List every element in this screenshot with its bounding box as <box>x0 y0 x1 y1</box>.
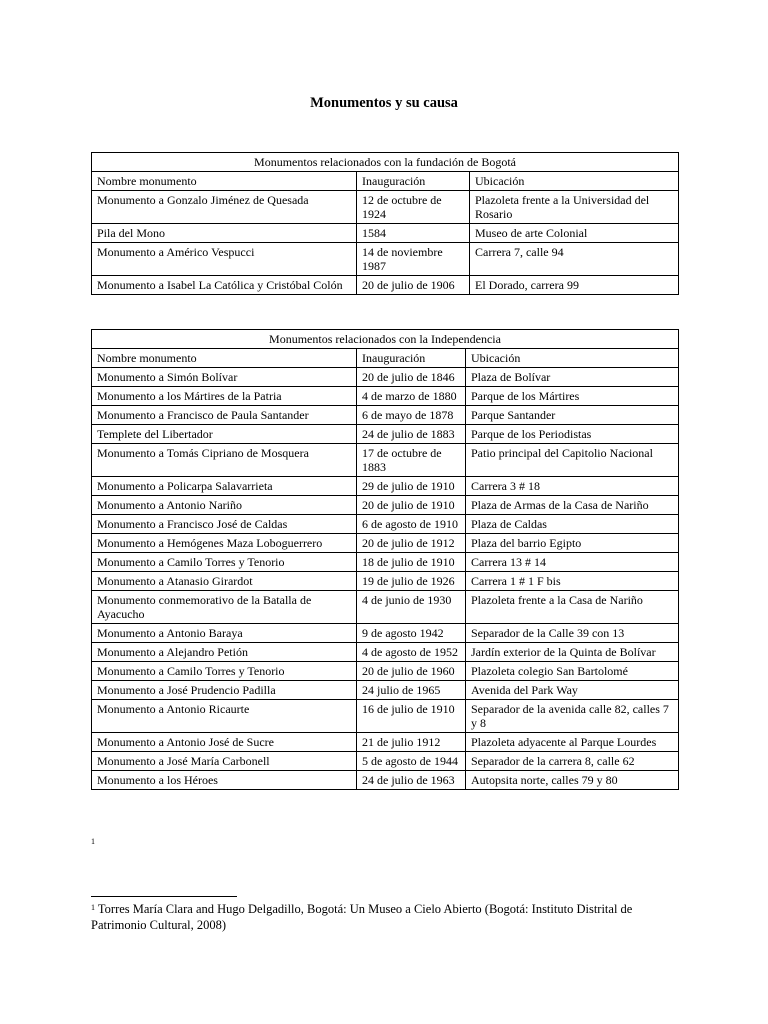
monument-name-cell: Monumento a Antonio Nariño <box>92 496 357 515</box>
footnote-text: Torres María Clara and Hugo Delgadillo, Bogotá: Un Museo a Cielo Abierto (Bogotá: Instituto Distrital de Patrimonio Cultural, 2008) <box>91 902 633 932</box>
location-cell: Parque de los Periodistas <box>466 425 679 444</box>
inauguration-cell: 20 de julio de 1910 <box>357 496 466 515</box>
footnote-marker: 1 <box>91 837 95 846</box>
monument-name-cell: Monumento a Francisco de Paula Santander <box>92 406 357 425</box>
location-cell: Carrera 13 # 14 <box>466 553 679 572</box>
table-row <box>92 477 679 496</box>
table-caption-row <box>92 153 679 172</box>
monument-name-cell: Monumento conmemorativo de la Batalla de Ayacucho <box>92 591 357 624</box>
table-header-row <box>92 349 679 368</box>
table-row <box>92 572 679 591</box>
inauguration-cell: 16 de julio de 1910 <box>357 700 466 733</box>
table-row <box>92 276 679 295</box>
footnote-number: 1 <box>91 903 95 912</box>
inauguration-cell: 17 de octubre de 1883 <box>357 444 466 477</box>
location-cell: Parque Santander <box>466 406 679 425</box>
inauguration-cell: 21 de julio 1912 <box>357 733 466 752</box>
monument-name-cell: Monumento a Tomás Cipriano de Mosquera <box>92 444 357 477</box>
inauguration-cell: 20 de julio de 1846 <box>357 368 466 387</box>
table-row <box>92 624 679 643</box>
inauguration-cell: 18 de julio de 1910 <box>357 553 466 572</box>
monument-name-cell: Monumento a Gonzalo Jiménez de Quesada <box>92 191 357 224</box>
founding-monuments-table <box>91 152 679 295</box>
table-row <box>92 425 679 444</box>
table-row <box>92 515 679 534</box>
monument-name-cell: Monumento a Simón Bolívar <box>92 368 357 387</box>
location-cell: Plazoleta adyacente al Parque Lourdes <box>466 733 679 752</box>
location-cell: Autopsita norte, calles 79 y 80 <box>466 771 679 790</box>
table-row <box>92 752 679 771</box>
inauguration-cell: 19 de julio de 1926 <box>357 572 466 591</box>
page-title: Monumentos y su causa <box>310 95 458 111</box>
monument-name-cell: Monumento a Atanasio Girardot <box>92 572 357 591</box>
column-header: Ubicación <box>470 172 679 191</box>
inauguration-cell: 4 de junio de 1930 <box>357 591 466 624</box>
location-cell: Plaza del barrio Egipto <box>466 534 679 553</box>
table-row <box>92 496 679 515</box>
inauguration-cell: 24 de julio de 1883 <box>357 425 466 444</box>
location-cell: Plazoleta colegio San Bartolomé <box>466 662 679 681</box>
table-header-row <box>92 172 679 191</box>
inauguration-cell: 24 de julio de 1963 <box>357 771 466 790</box>
location-cell: Plaza de Caldas <box>466 515 679 534</box>
table-row <box>92 387 679 406</box>
location-cell: Museo de arte Colonial <box>470 224 679 243</box>
table-row <box>92 771 679 790</box>
table-row <box>92 681 679 700</box>
table-caption: Monumentos relacionados con la Independencia <box>92 330 679 349</box>
location-cell: Separador de la carrera 8, calle 62 <box>466 752 679 771</box>
monument-name-cell: Monumento a Camilo Torres y Tenorio <box>92 662 357 681</box>
monument-name-cell: Monumento a Camilo Torres y Tenorio <box>92 553 357 572</box>
inauguration-cell: 6 de agosto de 1910 <box>357 515 466 534</box>
table-row <box>92 243 679 276</box>
monument-name-cell: Monumento a Alejandro Petión <box>92 643 357 662</box>
location-cell: Carrera 7, calle 94 <box>470 243 679 276</box>
inauguration-cell: 24 julio de 1965 <box>357 681 466 700</box>
monument-name-cell: Monumento a los Héroes <box>92 771 357 790</box>
monument-name-cell: Monumento a Isabel La Católica y Cristóbal Colón <box>92 276 357 295</box>
independence-monuments-table <box>91 329 679 790</box>
monument-name-cell: Monumento a José Prudencio Padilla <box>92 681 357 700</box>
inauguration-cell: 14 de noviembre 1987 <box>357 243 470 276</box>
table-row <box>92 534 679 553</box>
table-row <box>92 733 679 752</box>
footnote <box>91 901 681 933</box>
monument-name-cell: Monumento a Américo Vespucci <box>92 243 357 276</box>
table-row <box>92 553 679 572</box>
location-cell: Carrera 1 # 1 F bis <box>466 572 679 591</box>
location-cell: Avenida del Park Way <box>466 681 679 700</box>
location-cell: Separador de la Calle 39 con 13 <box>466 624 679 643</box>
location-cell: Parque de los Mártires <box>466 387 679 406</box>
monument-name-cell: Templete del Libertador <box>92 425 357 444</box>
footnote-separator <box>91 896 237 897</box>
column-header: Inauguración <box>357 172 470 191</box>
monument-name-cell: Monumento a Antonio Ricaurte <box>92 700 357 733</box>
inauguration-cell: 1584 <box>357 224 470 243</box>
inauguration-cell: 20 de julio de 1960 <box>357 662 466 681</box>
inauguration-cell: 20 de julio de 1906 <box>357 276 470 295</box>
monument-name-cell: Monumento a Hemógenes Maza Loboguerrero <box>92 534 357 553</box>
inauguration-cell: 9 de agosto 1942 <box>357 624 466 643</box>
table-row <box>92 700 679 733</box>
column-header: Inauguración <box>357 349 466 368</box>
location-cell: Carrera 3 # 18 <box>466 477 679 496</box>
table-row <box>92 444 679 477</box>
table-row <box>92 191 679 224</box>
location-cell: Plazoleta frente a la Universidad del Rosario <box>470 191 679 224</box>
monument-name-cell: Monumento a Antonio José de Sucre <box>92 733 357 752</box>
table-caption-row <box>92 330 679 349</box>
inauguration-cell: 29 de julio de 1910 <box>357 477 466 496</box>
table-caption: Monumentos relacionados con la fundación de Bogotá <box>92 153 679 172</box>
location-cell: Plazoleta frente a la Casa de Nariño <box>466 591 679 624</box>
monument-name-cell: Monumento a José María Carbonell <box>92 752 357 771</box>
monument-name-cell: Pila del Mono <box>92 224 357 243</box>
location-cell: Separador de la avenida calle 82, calles 7 y 8 <box>466 700 679 733</box>
column-header: Nombre monumento <box>92 172 357 191</box>
inauguration-cell: 6 de mayo de 1878 <box>357 406 466 425</box>
column-header: Ubicación <box>466 349 679 368</box>
monument-name-cell: Monumento a los Mártires de la Patria <box>92 387 357 406</box>
inauguration-cell: 12 de octubre de 1924 <box>357 191 470 224</box>
inauguration-cell: 20 de julio de 1912 <box>357 534 466 553</box>
inauguration-cell: 4 de agosto de 1952 <box>357 643 466 662</box>
table-row <box>92 643 679 662</box>
location-cell: Plaza de Armas de la Casa de Nariño <box>466 496 679 515</box>
table-row <box>92 406 679 425</box>
monument-name-cell: Monumento a Antonio Baraya <box>92 624 357 643</box>
table-row <box>92 368 679 387</box>
table-row <box>92 591 679 624</box>
table-row <box>92 662 679 681</box>
location-cell: Jardín exterior de la Quinta de Bolívar <box>466 643 679 662</box>
column-header: Nombre monumento <box>92 349 357 368</box>
location-cell: Plaza de Bolívar <box>466 368 679 387</box>
location-cell: Patio principal del Capitolio Nacional <box>466 444 679 477</box>
monument-name-cell: Monumento a Francisco José de Caldas <box>92 515 357 534</box>
inauguration-cell: 5 de agosto de 1944 <box>357 752 466 771</box>
inauguration-cell: 4 de marzo de 1880 <box>357 387 466 406</box>
monument-name-cell: Monumento a Policarpa Salavarrieta <box>92 477 357 496</box>
location-cell: El Dorado, carrera 99 <box>470 276 679 295</box>
table-row <box>92 224 679 243</box>
